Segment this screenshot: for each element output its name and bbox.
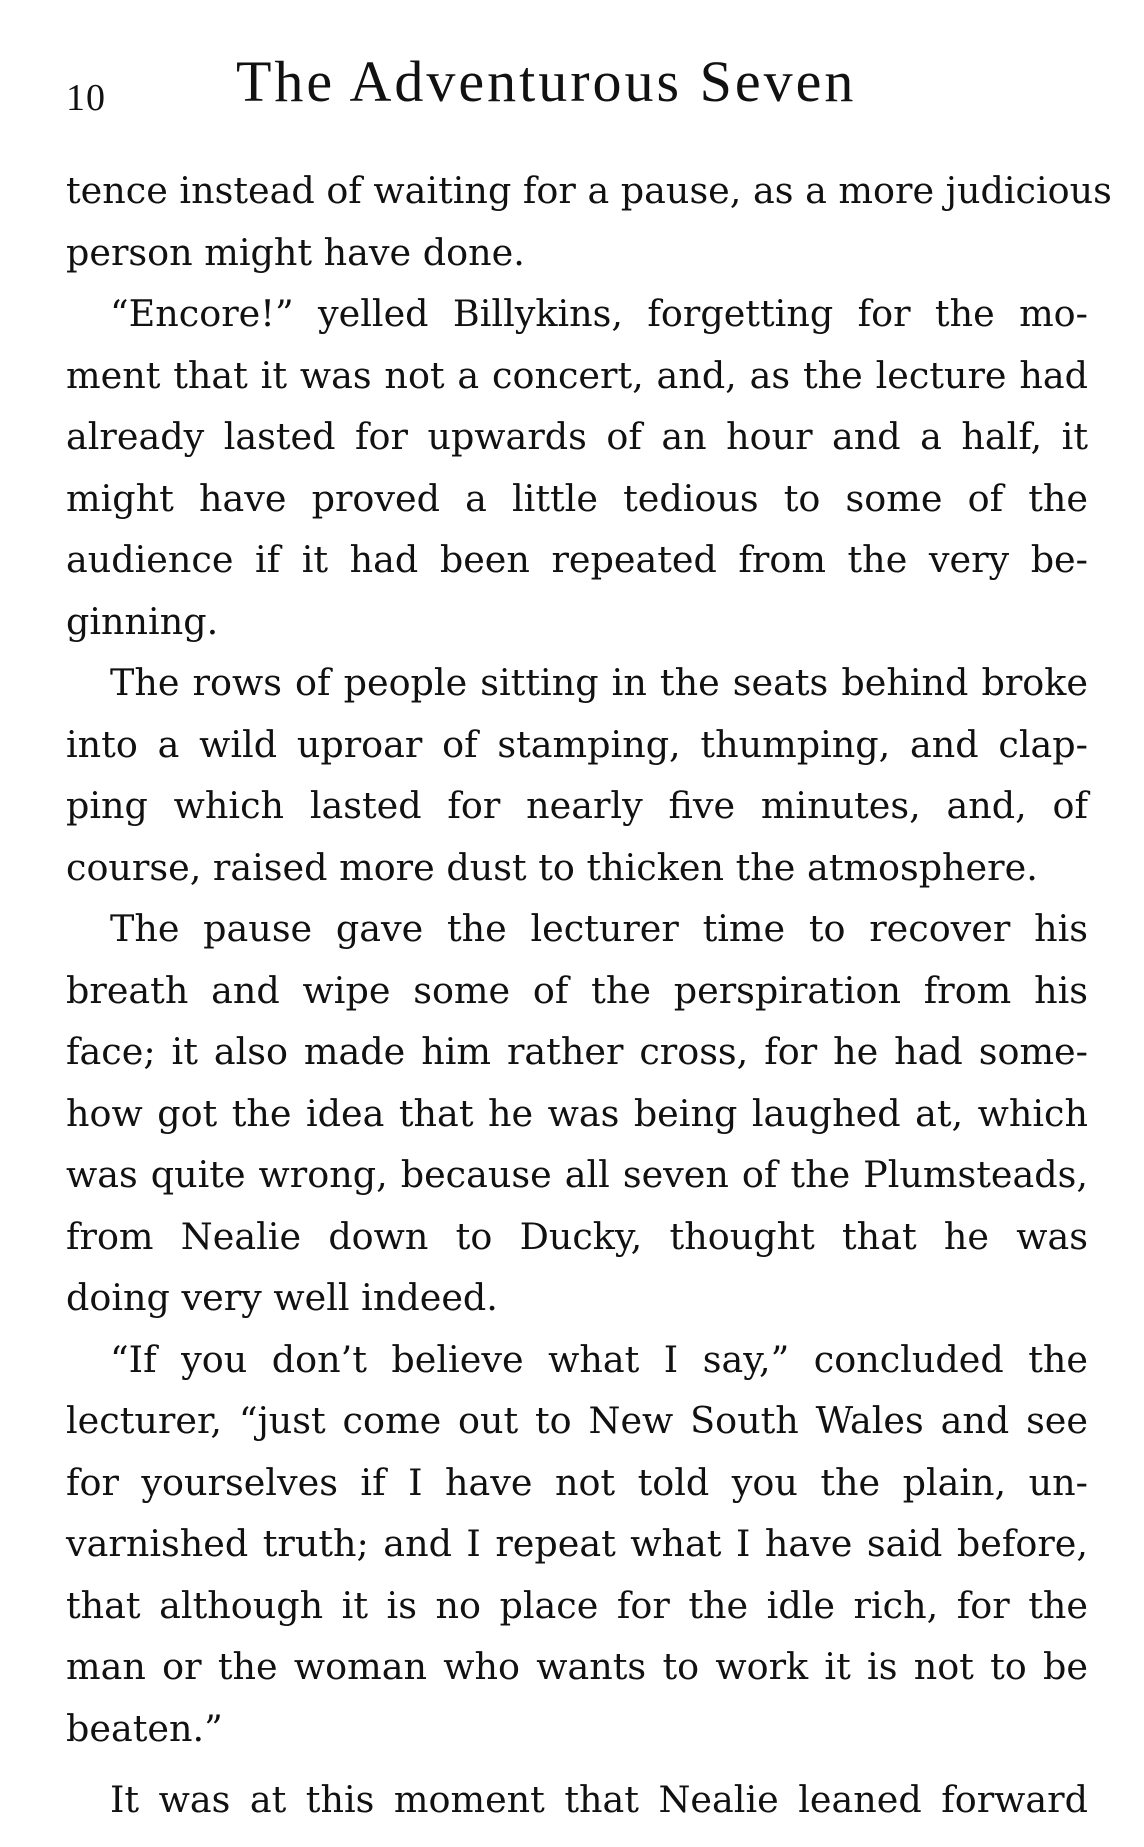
text-line: beaten.” <box>66 1706 223 1750</box>
text-line: doing very well indeed. <box>66 1276 498 1319</box>
text-line: The rows of people sitting in the seats behind broke <box>110 661 1088 704</box>
text-line: breath and wipe some of the perspiration from his <box>66 968 1088 1012</box>
text-line: from Nealie down to Ducky, thought that he was <box>66 1214 1088 1258</box>
body-text <box>66 160 1112 1831</box>
text-line: already lasted for upwards of an hour and a half, it <box>66 415 1088 458</box>
text-line: ment that it was not a concert, and, as the lecture had <box>66 353 1088 397</box>
text-line: was quite wrong, because all seven of the Plumsteads, <box>66 1153 1088 1196</box>
text-line: for yourselves if I have not told you the plain, un- <box>66 1460 1088 1504</box>
page-number: 10 <box>66 77 106 119</box>
text-line: person might have done. <box>66 230 525 274</box>
text-line: varnished truth; and I repeat what I have said before, <box>66 1522 1088 1565</box>
text-line: tence instead of waiting for a pause, as a more judicious <box>66 169 1112 212</box>
text-line: “If you don’t believe what I say,” concluded the <box>110 1337 1088 1381</box>
text-line: It was at this moment that Nealie leaned forward <box>110 1778 1088 1821</box>
text-line: face; it also made him rather cross, for he had some- <box>66 1030 1088 1073</box>
text-line: that although it is no place for the idle rich, for the <box>66 1583 1088 1627</box>
text-line: course, raised more dust to thicken the atmosphere. <box>66 845 1038 889</box>
text-line: The pause gave the lecturer time to recover his <box>110 907 1088 950</box>
text-line: ginning. <box>66 599 219 643</box>
text-line: “Encore!” yelled Billykins, forgetting for the mo- <box>110 292 1088 335</box>
text-line: man or the woman who wants to work it is not to be <box>66 1645 1088 1688</box>
text-line: might have proved a little tedious to some of the <box>66 476 1088 520</box>
text-line: ping which lasted for nearly five minutes, and, of <box>66 784 1088 827</box>
page-header <box>66 48 1086 138</box>
running-title: The Adventurous Seven <box>236 49 857 114</box>
text-line: into a wild uproar of stamping, thumping, and clap- <box>66 722 1088 766</box>
text-line: audience if it had been repeated from the very be- <box>66 538 1088 581</box>
text-line: lecturer, “just come out to New South Wales and see <box>66 1399 1088 1442</box>
text-line: how got the idea that he was being laughed at, which <box>66 1091 1088 1135</box>
